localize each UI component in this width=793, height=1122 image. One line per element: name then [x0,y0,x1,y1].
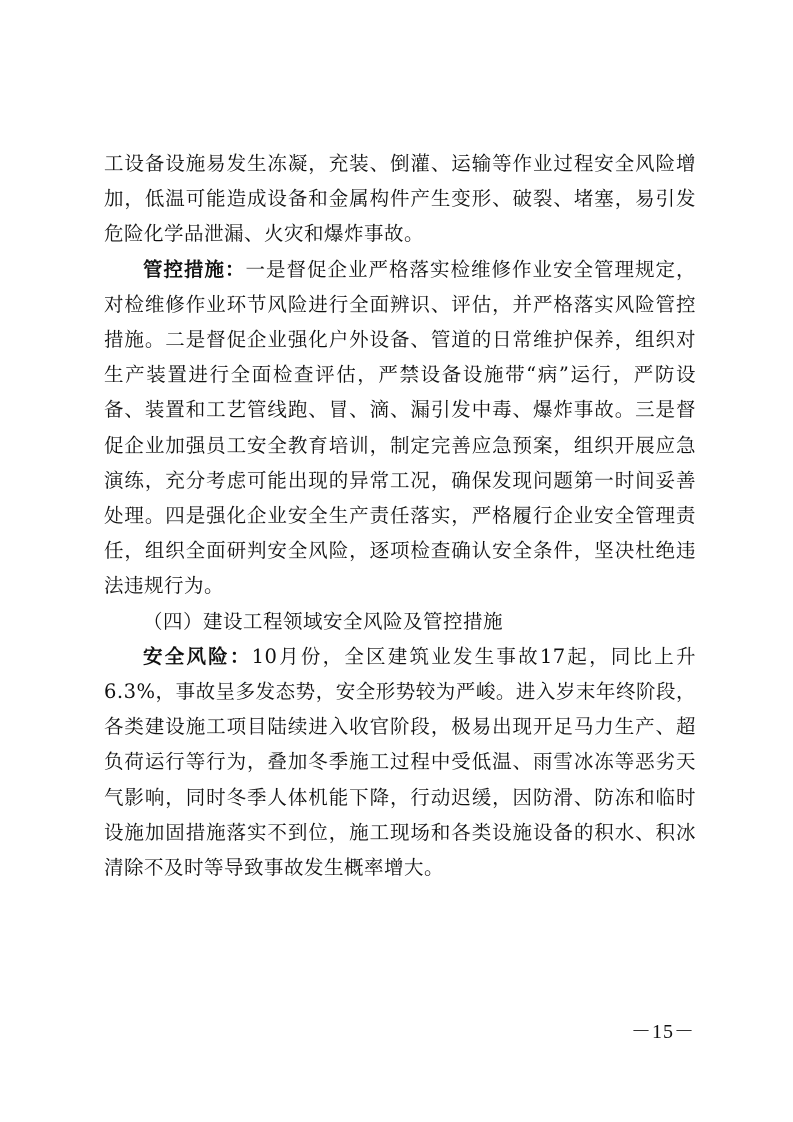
paragraph-control-measures [104,252,696,604]
paragraph-continuation [104,146,696,252]
page-number: －15－ [631,1021,695,1043]
safety-risk-text: 10月份，全区建筑业发生事故17起，同比上升6.3%，事故呈多发态势，安全形势较为严峻。进入岁末年终阶段，各类建设施工项目陆续进入收官阶段，极易出现开足马力生产、超负荷运行等行为，叠加冬季施工过程中受低温、雨雪冰冻等恶劣天气影响，同时冬季人体机能下降，行动迟缓，因防滑、防冻和临时设施加固措施落实不到位，施工现场和各类设施设备的积水、积冰清除不及时等导致事故发生概率增大。 [104,644,696,880]
control-measures-text: 一是督促企业严格落实检维修作业安全管理规定，对检维修作业环节风险进行全面辨识、评估，并严格落实风险管控措施。二是督促企业强化户外设备、管道的日常维护保养，组织对生产装置进行全面检查评估，严禁设备设施带“病”运行，严防设备、装置和工艺管线跑、冒、滴、漏引发中毒、爆炸事故。三是督促企业加强员工安全教育培训，制定完善应急预案，组织开展应急演练，充分考虑可能出现的异常工况，确保发现问题第一时间妥善处理。四是强化企业安全生产责任落实，严格履行企业安全管理责任，组织全面研判安全风险，逐项检查确认安全条件，坚决杜绝违法违规行为。 [104,257,696,598]
control-measures-label: 管控措施： [143,257,246,281]
paragraph-safety-risk [104,639,696,885]
document-body [104,146,696,885]
section-heading: （四）建设工程领域安全风险及管控措施 [143,609,504,633]
paragraph-text: 工设备设施易发生冻凝，充装、倒灌、运输等作业过程安全风险增加，低温可能造成设备和金属构件产生变形、破裂、堵塞，易引发危险化学品泄漏、火灾和爆炸事故。 [104,152,696,246]
safety-risk-label: 安全风险： [143,644,252,668]
